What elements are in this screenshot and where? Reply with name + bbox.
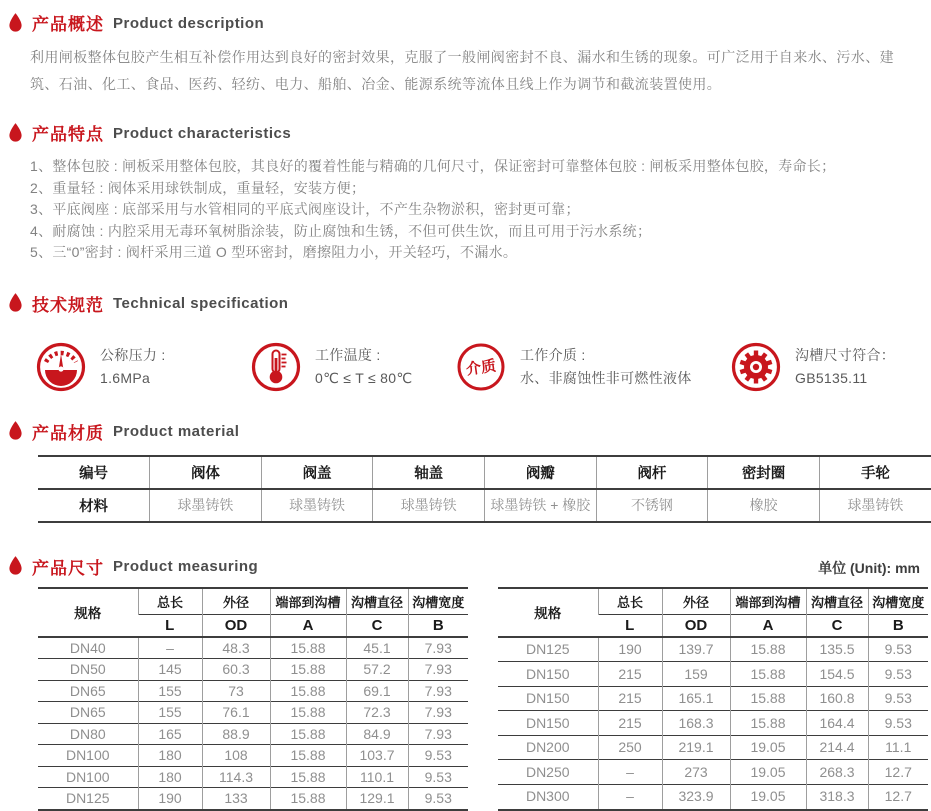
section-title-en: Product characteristics: [113, 124, 292, 142]
table-cell: 219.1: [662, 735, 730, 760]
table-cell: 15.88: [270, 637, 346, 659]
column-header: 外径: [662, 588, 730, 615]
list-item: 1、整体包胶 : 闸板采用整体包胶，其良好的覆着性能与精确的几何尺寸，保证密封可靠整体包胶 : 闸板采用整体包胶，寿命长；: [30, 158, 836, 174]
table-cell: 215: [598, 662, 662, 687]
material-table: [38, 455, 931, 523]
table-cell: 165: [138, 723, 202, 745]
flame-icon: [8, 421, 23, 441]
column-header: 规格: [74, 606, 102, 621]
table-cell: DN125: [525, 641, 570, 658]
table-row: [38, 680, 468, 702]
material-header-row: [38, 456, 931, 489]
spec-value: GB5135.11: [795, 369, 868, 386]
flame-icon: [8, 123, 23, 143]
spec-label: 沟槽尺寸符合：: [795, 346, 896, 363]
spec-value: 1.6MPa: [100, 369, 151, 386]
column-header: 规格: [534, 606, 562, 621]
table-cell: 7.93: [408, 637, 468, 659]
table-cell: DN125: [65, 790, 110, 806]
column-header: 阀杆: [596, 456, 708, 489]
table-cell: 168.3: [662, 711, 730, 736]
column-header: 密封圈: [708, 456, 820, 489]
table-cell: 318.3: [806, 784, 868, 809]
column-header: 端部到沟槽: [270, 588, 346, 615]
header-row-zh: [498, 588, 928, 615]
table-cell: 12.7: [868, 760, 928, 785]
table-cell: 145: [138, 659, 202, 681]
section-spec-heading: [8, 291, 920, 316]
table-cell: 9.53: [868, 637, 928, 662]
table-cell: DN200: [525, 739, 570, 756]
flame-icon: [8, 13, 23, 33]
thermometer-icon: [250, 341, 302, 393]
column-header: 阀瓣: [485, 456, 597, 489]
table-cell: 273: [662, 760, 730, 785]
header-row-zh: [38, 588, 468, 615]
table-cell: 9.53: [408, 745, 468, 767]
column-header: 手轮: [819, 456, 931, 489]
table-cell: 155: [138, 702, 202, 724]
table-cell: 48.3: [202, 637, 270, 659]
column-header: 沟槽直径: [346, 588, 408, 615]
stamp-text: 介质: [465, 356, 498, 378]
spec-item-temperature: [250, 341, 455, 393]
table-cell: 60.3: [202, 659, 270, 681]
section-characteristics-heading: [8, 120, 920, 145]
table-cell: 15.88: [730, 637, 806, 662]
table-cell: 159: [662, 662, 730, 687]
spec-item-groove: [730, 341, 895, 393]
column-header: A: [730, 614, 806, 637]
table-cell: 9.53: [868, 686, 928, 711]
pressure-gauge-icon: [35, 341, 87, 393]
column-header: 沟槽直径: [806, 588, 868, 615]
table-cell: 9.53: [408, 766, 468, 788]
section-title-zh: 产品尺寸: [32, 558, 104, 578]
table-cell: 190: [138, 788, 202, 810]
spec-value: 水、非腐蚀性非可燃性液体: [520, 369, 692, 386]
table-cell: 129.1: [346, 788, 408, 810]
list-item: 5、三“0”密封 : 阀杆采用三道 O 型环密封，磨擦阻力小，开关轻巧，不漏水。: [30, 244, 518, 260]
table-cell: 15.88: [270, 680, 346, 702]
column-header: L: [165, 616, 175, 634]
table-cell: 323.9: [662, 784, 730, 809]
section-material-heading: [8, 419, 920, 444]
table-cell: 球墨铸铁 + 橡胶: [485, 489, 597, 522]
spec-text: [315, 344, 412, 390]
table-cell: 180: [138, 766, 202, 788]
section-measuring-heading: [8, 554, 258, 579]
table-cell: 110.1: [346, 766, 408, 788]
table-cell: 15.88: [270, 723, 346, 745]
column-header: 沟槽宽度: [408, 588, 468, 615]
table-cell: 139.7: [662, 637, 730, 662]
spec-text: [100, 344, 166, 390]
column-header: 总长: [138, 588, 202, 615]
table-cell: –: [138, 637, 202, 659]
section-title-en: Technical specification: [113, 295, 289, 312]
table-cell: DN50: [69, 661, 106, 677]
table-row: [498, 760, 928, 785]
table-row: [498, 711, 928, 736]
table-cell: 108: [202, 745, 270, 767]
table-row: [38, 637, 468, 659]
column-header: C: [346, 614, 408, 637]
column-header: C: [806, 614, 868, 637]
table-cell: 15.88: [730, 711, 806, 736]
table-cell: 7.93: [408, 702, 468, 724]
table-row: [38, 659, 468, 681]
section-title-en: Product material: [113, 423, 240, 440]
table-row: [498, 784, 928, 809]
table-cell: 250: [598, 735, 662, 760]
table-cell: DN40: [69, 639, 106, 656]
spec-text: [520, 344, 692, 390]
table-cell: 7.93: [408, 680, 468, 702]
section-title-en: Product measuring: [113, 558, 259, 575]
table-cell: DN65: [69, 704, 106, 720]
table-cell: 15.88: [270, 788, 346, 810]
table-cell: DN100: [65, 768, 110, 785]
table-cell: 69.1: [346, 680, 408, 702]
table-cell: 72.3: [346, 702, 408, 724]
table-cell: 15.88: [730, 686, 806, 711]
section-title-zh: 产品材质: [32, 423, 104, 443]
table-row: [38, 788, 468, 810]
table-cell: DN150: [525, 690, 570, 707]
table-cell: DN100: [65, 747, 110, 763]
overview-paragraph: 利用闸板整体包胶产生相互补偿作用达到良好的密封效果，克服了一般闸阀密封不良、漏水和生锈的现象。可广泛用于自来水、污水、建筑、石油、化工、食品、医药、轻纺、电力、船舶、冶金、能源系统等流体且线上作为调节和截流装置使用。: [30, 49, 894, 92]
table-cell: 15.88: [730, 662, 806, 687]
row-label: 材料: [79, 498, 109, 515]
table-cell: 19.05: [730, 760, 806, 785]
table-cell: 268.3: [806, 760, 868, 785]
flame-icon: [8, 293, 23, 313]
table-cell: 15.88: [270, 659, 346, 681]
spec-item-medium: [455, 341, 730, 393]
unit-label: 单位 (Unit): mm: [818, 559, 920, 576]
section-title-zh: 产品特点: [32, 125, 104, 144]
table-cell: 7.93: [408, 659, 468, 681]
table-cell: 橡胶: [708, 489, 820, 522]
table-cell: 215: [598, 711, 662, 736]
column-header: 沟槽宽度: [868, 588, 928, 615]
table-cell: 135.5: [806, 637, 868, 662]
column-header: B: [408, 614, 468, 637]
column-header: A: [270, 614, 346, 637]
column-header: 轴盖: [373, 456, 485, 489]
section-title-zh: 产品概述: [32, 15, 104, 34]
table-row: [498, 686, 928, 711]
table-cell: 164.4: [806, 711, 868, 736]
table-cell: DN80: [69, 725, 106, 742]
table-cell: 11.1: [868, 735, 928, 760]
spec-label: 工作介质 :: [520, 346, 586, 363]
flame-icon: [8, 556, 23, 576]
measuring-tables: [38, 587, 925, 811]
table-row: [498, 735, 928, 760]
table-cell: 7.93: [408, 723, 468, 745]
spec-value: 0℃ ≤ T ≤ 80℃: [315, 369, 413, 386]
section-title-en: Product description: [113, 14, 265, 32]
list-item: 4、耐腐蚀 : 内腔采用无毒环氧树脂涂装，防止腐蚀和生锈，不但可供生饮，而且可用于污水系统；: [30, 222, 652, 239]
column-header: 端部到沟槽: [730, 588, 806, 615]
column-header: L: [625, 616, 635, 634]
table-cell: 88.9: [202, 723, 270, 745]
table-cell: 190: [598, 637, 662, 662]
table-cell: 不锈钢: [596, 489, 708, 522]
table-cell: 84.9: [346, 723, 408, 745]
column-header: 阀体: [150, 456, 262, 489]
table-row: [38, 745, 468, 767]
characteristics-list: [30, 156, 920, 264]
table-cell: DN150: [525, 665, 570, 682]
table-cell: 15.88: [270, 766, 346, 788]
column-header: 外径: [202, 588, 270, 615]
table-cell: 12.7: [868, 784, 928, 809]
table-cell: 15.88: [270, 745, 346, 767]
table-cell: 165.1: [662, 686, 730, 711]
table-cell: 球墨铸铁: [373, 489, 485, 522]
table-cell: 球墨铸铁: [261, 489, 373, 522]
medium-stamp-icon: [455, 341, 507, 393]
table-cell: 154.5: [806, 662, 868, 687]
section-measuring-heading-row: [8, 554, 920, 579]
table-cell: 133: [202, 788, 270, 810]
table-cell: 160.8: [806, 686, 868, 711]
table-cell: DN65: [69, 682, 106, 699]
table-row: [498, 637, 928, 662]
table-cell: 73: [202, 680, 270, 702]
table-row: [38, 723, 468, 745]
list-item: 2、重量轻 : 阀体采用球铁制成，重量轻，安装方便；: [30, 179, 366, 196]
spec-label: 公称压力 :: [100, 346, 166, 363]
spec-items-row: [35, 341, 920, 393]
table-cell: 球墨铸铁: [150, 489, 262, 522]
table-cell: 103.7: [346, 745, 408, 767]
table-cell: 19.05: [730, 735, 806, 760]
table-row: [38, 766, 468, 788]
column-header: B: [868, 614, 928, 637]
table-cell: 19.05: [730, 784, 806, 809]
table-cell: 155: [138, 680, 202, 702]
table-cell: 9.53: [868, 711, 928, 736]
table-cell: DN250: [525, 763, 570, 780]
table-cell: DN300: [525, 788, 570, 805]
spec-label: 工作温度 :: [315, 346, 381, 363]
column-header: OD: [662, 614, 730, 637]
spec-item-pressure: [35, 341, 250, 393]
table-cell: 214.4: [806, 735, 868, 760]
table-cell: 180: [138, 745, 202, 767]
column-header: 阀盖: [261, 456, 373, 489]
spec-text: [795, 344, 895, 390]
table-cell: 57.2: [346, 659, 408, 681]
column-header: 总长: [598, 588, 662, 615]
table-cell: 9.53: [868, 662, 928, 687]
list-item: 3、平底阀座 : 底部采用与水管相同的平底式阀座设计，不产生杂物淤积，密封更可靠；: [30, 201, 580, 217]
table-cell: 9.53: [408, 788, 468, 810]
section-title-zh: 技术规范: [32, 295, 104, 315]
table-cell: 球墨铸铁: [819, 489, 931, 522]
table-cell: 215: [598, 686, 662, 711]
table-row: [498, 662, 928, 687]
table-cell: 45.1: [346, 637, 408, 659]
column-header: 编号: [79, 465, 109, 482]
gear-icon: [730, 341, 782, 393]
section-overview-heading: [8, 10, 920, 35]
table-cell: 114.3: [202, 766, 270, 788]
table-cell: 15.88: [270, 702, 346, 724]
table-cell: –: [598, 760, 662, 785]
table-row: [38, 702, 468, 724]
table-cell: –: [598, 784, 662, 809]
table-cell: 76.1: [202, 702, 270, 724]
material-value-row: [38, 489, 931, 522]
measuring-table-left: [38, 587, 468, 811]
column-header: OD: [202, 614, 270, 637]
measuring-table-right: [498, 587, 928, 811]
table-cell: DN150: [525, 714, 570, 731]
